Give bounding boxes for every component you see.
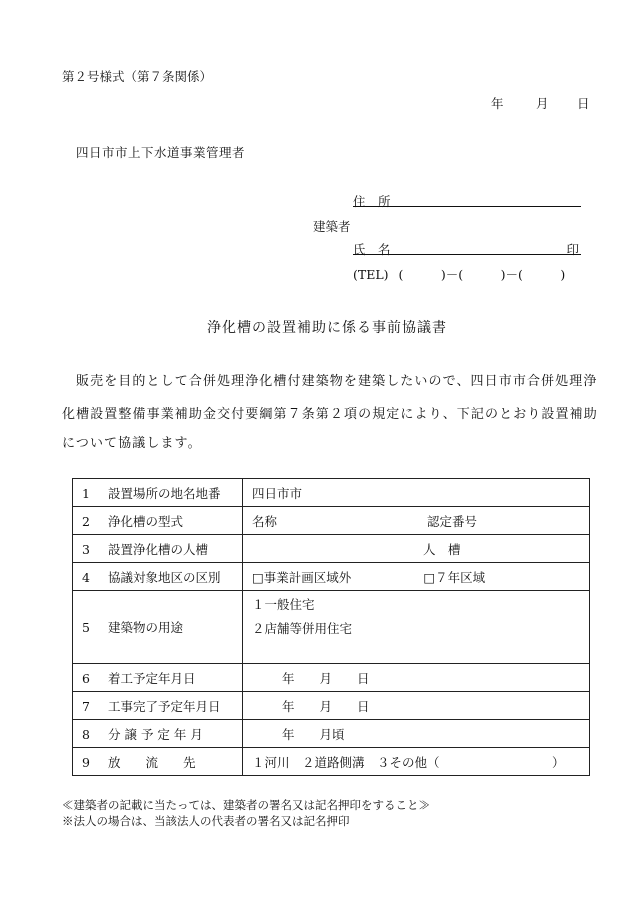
row-label: 分 譲 予 定 年 月 bbox=[108, 726, 203, 742]
tank-type-field[interactable] bbox=[243, 507, 590, 535]
tel-format: ( )－( )－( ) bbox=[398, 267, 566, 282]
row-label-cell bbox=[73, 748, 243, 776]
row-number: 9 bbox=[82, 754, 90, 770]
table-row bbox=[73, 591, 590, 664]
document-title: 浄化槽の設置補助に係る事前協議書 bbox=[207, 320, 447, 336]
use-option-store-residence[interactable]: ２店舗等併用住宅 bbox=[252, 621, 353, 636]
row-label: 工事完了予定年月日 bbox=[108, 698, 221, 714]
row-label-cell bbox=[73, 664, 243, 692]
address-label: 住 所 bbox=[353, 194, 391, 209]
row-label: 浄化槽の型式 bbox=[108, 513, 184, 529]
discharge-destination-field[interactable] bbox=[243, 748, 590, 776]
date-day-label: 日 bbox=[577, 96, 590, 111]
tank-name-label: 名称 bbox=[252, 513, 278, 529]
table-row bbox=[73, 692, 590, 720]
row-label: 放 流 先 bbox=[108, 754, 196, 770]
sale-date-format: 年 月頃 bbox=[282, 726, 345, 742]
row-label: 着工予定年月日 bbox=[108, 670, 196, 686]
table-row bbox=[73, 563, 590, 591]
body-line: について協議します。 bbox=[62, 436, 202, 451]
note-line: ※法人の場合は、当該法人の代表者の署名又は記名押印 bbox=[62, 814, 350, 828]
row-label-cell bbox=[73, 692, 243, 720]
row-label-cell bbox=[73, 507, 243, 535]
table-row bbox=[73, 720, 590, 748]
district-field[interactable] bbox=[243, 563, 590, 591]
applicant-role: 建築者 bbox=[313, 219, 351, 234]
capacity-unit: 人 槽 bbox=[423, 541, 461, 557]
discharge-options: １河川 ２道路側溝 ３その他（ ） bbox=[252, 754, 565, 770]
location-value: 四日市市 bbox=[252, 485, 303, 501]
note-line: ≪建築者の記載に当たっては、建築者の署名又は記名押印をすること≫ bbox=[62, 798, 430, 812]
name-label: 氏 名 bbox=[353, 242, 391, 257]
form-number: 第２号様式（第７条関係） bbox=[62, 69, 213, 84]
certification-number-label: 認定番号 bbox=[427, 513, 478, 529]
name-field[interactable] bbox=[353, 240, 581, 255]
body-line: 化槽設置整備事業補助金交付要綱第７条第２項の規定により、下記のとおり設置補助 bbox=[62, 407, 598, 422]
seal-mark: 印 bbox=[566, 242, 579, 257]
row-label: 協議対象地区の区別 bbox=[108, 569, 221, 585]
row-label-cell bbox=[73, 535, 243, 563]
row-label: 設置浄化槽の人槽 bbox=[108, 541, 209, 557]
start-date-field[interactable] bbox=[243, 664, 590, 692]
address-field[interactable] bbox=[353, 192, 581, 207]
sale-date-field[interactable] bbox=[243, 720, 590, 748]
completion-date-format: 年 月 日 bbox=[282, 698, 370, 714]
recipient: 四日市市上下水道事業管理者 bbox=[76, 145, 246, 160]
tel-label: (TEL) bbox=[353, 267, 389, 282]
body-line: 販売を目的として合併処理浄化槽付建築物を建築したいので、四日市市合併処理浄 bbox=[76, 374, 598, 389]
table-row bbox=[73, 664, 590, 692]
row-label: 設置場所の地名地番 bbox=[108, 485, 221, 501]
row-number: 5 bbox=[82, 620, 90, 635]
location-field[interactable] bbox=[243, 479, 590, 507]
form-table bbox=[72, 478, 590, 776]
row-label-cell bbox=[73, 563, 243, 591]
row-number: 2 bbox=[82, 513, 90, 529]
table-row bbox=[73, 535, 590, 563]
table-row bbox=[73, 507, 590, 535]
district-option-7year-checkbox[interactable]: □７年区域 bbox=[423, 569, 486, 585]
district-option-outside-checkbox[interactable]: □事業計画区域外 bbox=[252, 569, 352, 585]
tel-field[interactable] bbox=[353, 265, 565, 283]
date-year-label: 年 bbox=[491, 96, 504, 111]
capacity-field[interactable] bbox=[243, 535, 590, 563]
row-label-cell bbox=[73, 479, 243, 507]
row-number: 6 bbox=[82, 670, 90, 686]
completion-date-field[interactable] bbox=[243, 692, 590, 720]
row-number: 1 bbox=[82, 485, 90, 501]
table-row bbox=[73, 479, 590, 507]
row-number: 3 bbox=[82, 541, 90, 557]
date-month-label: 月 bbox=[536, 96, 549, 111]
start-date-format: 年 月 日 bbox=[282, 670, 370, 686]
use-option-residence[interactable]: １一般住宅 bbox=[252, 597, 315, 612]
row-number: 7 bbox=[82, 698, 90, 714]
row-label: 建築物の用途 bbox=[108, 620, 184, 635]
building-use-field[interactable] bbox=[243, 591, 590, 664]
notes bbox=[62, 797, 430, 829]
table-row bbox=[73, 748, 590, 776]
row-number: 8 bbox=[82, 726, 90, 742]
row-label-cell bbox=[73, 591, 243, 664]
row-number: 4 bbox=[82, 569, 90, 585]
row-label-cell bbox=[73, 720, 243, 748]
